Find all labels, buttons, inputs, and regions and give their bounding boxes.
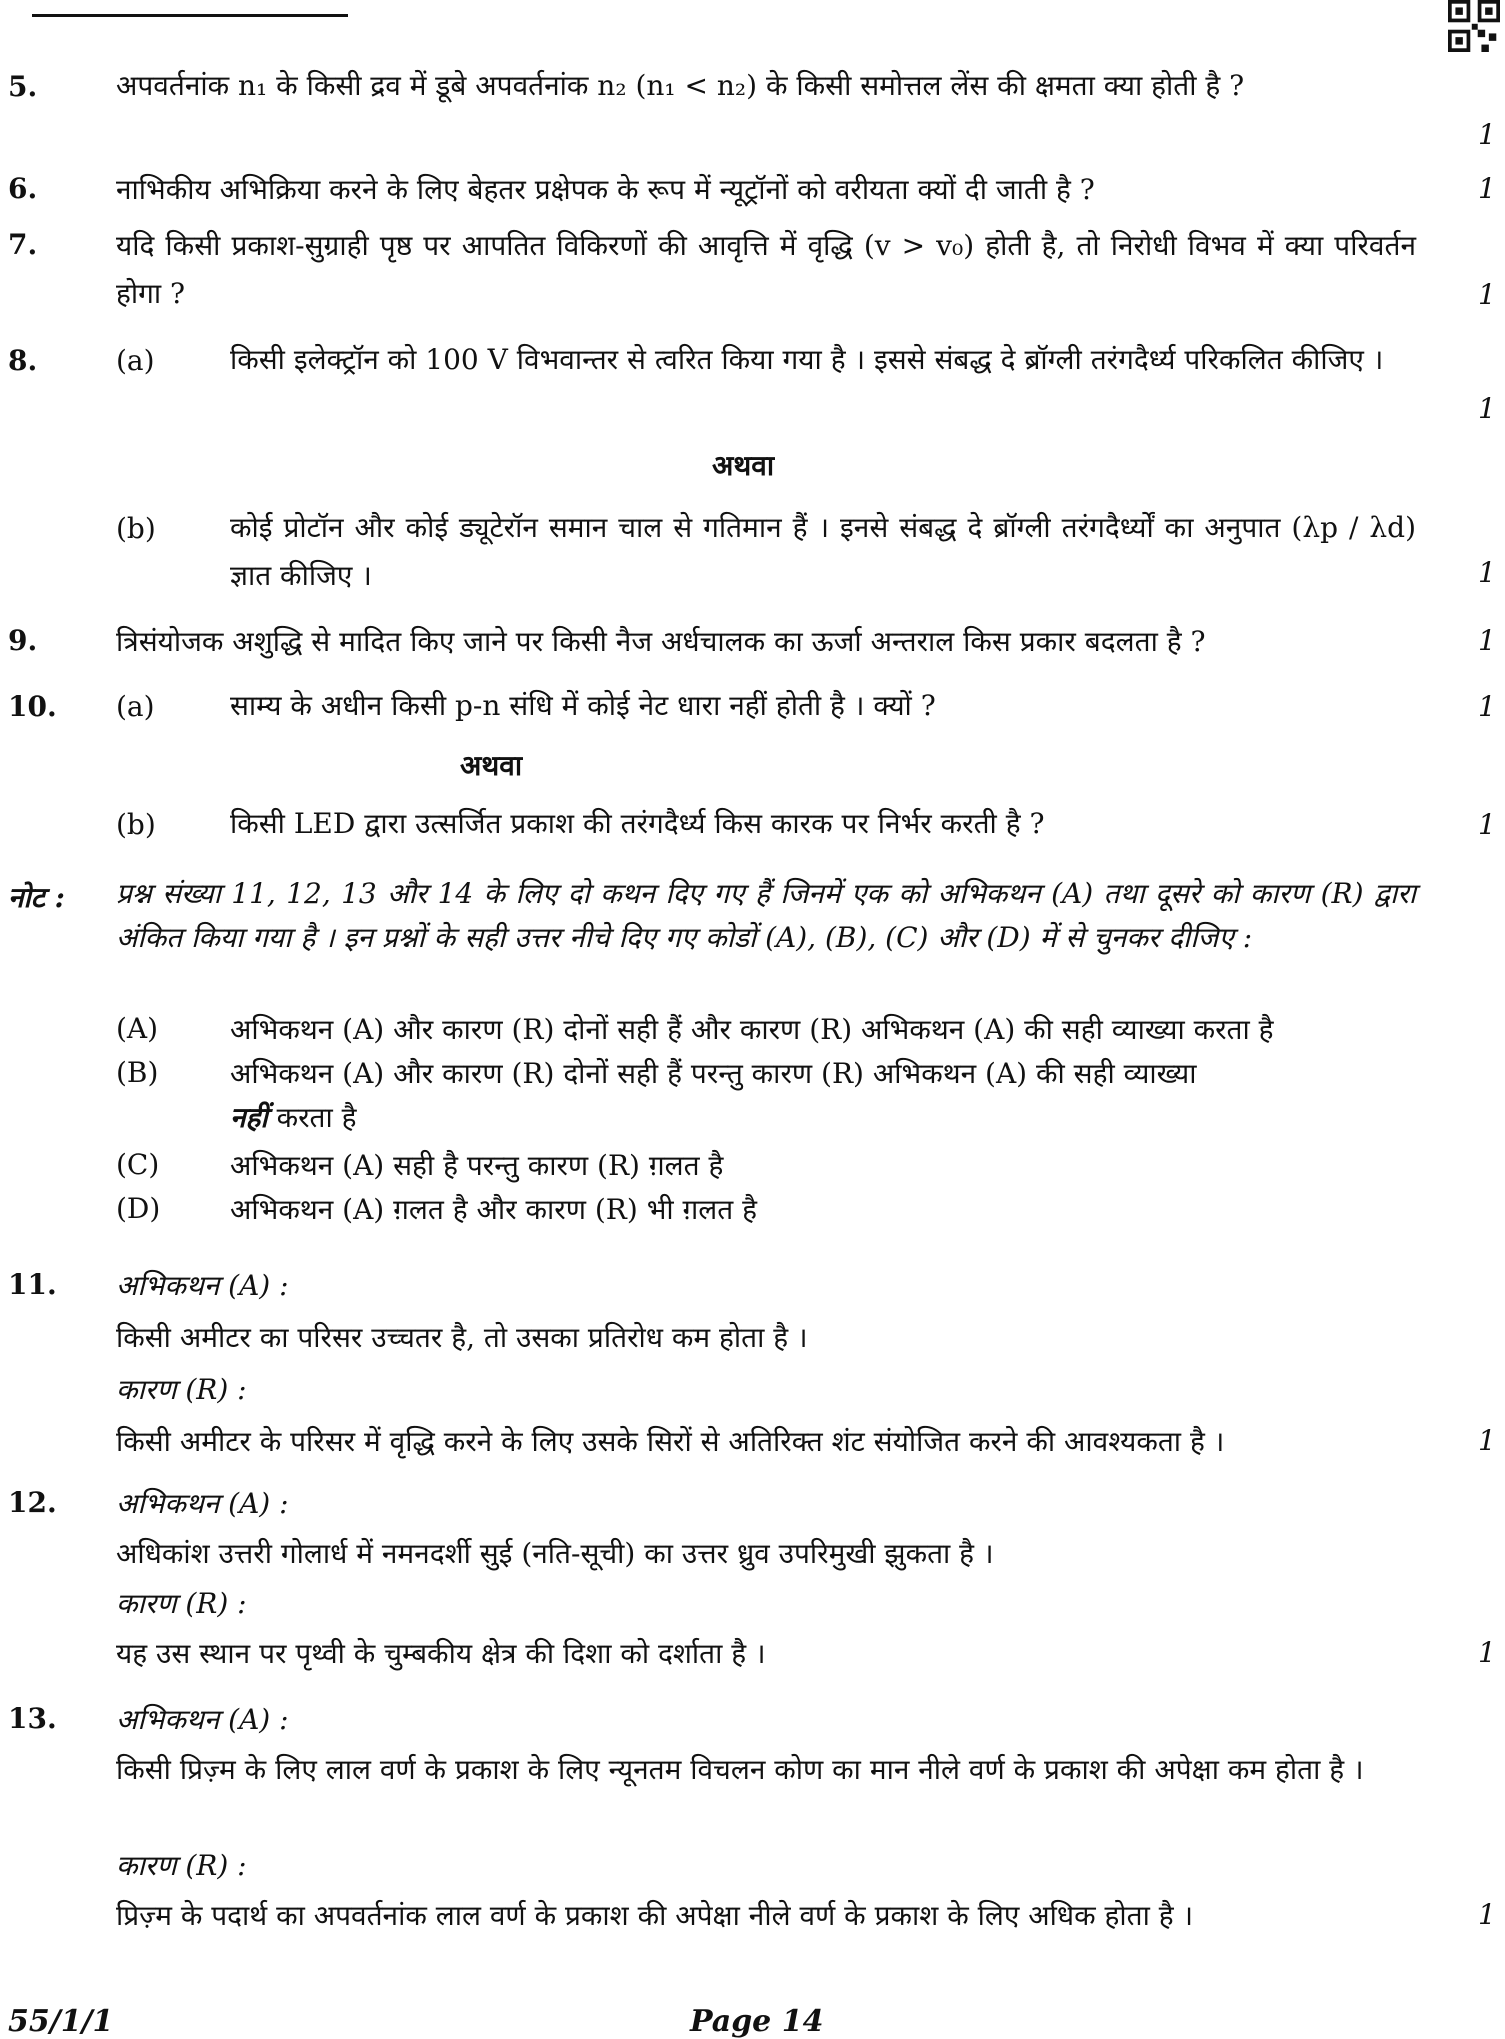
question-text: यदि किसी प्रकाश-सुग्राही पृष्ठ पर आपतित विकिरणों की आवृत्ति में वृद्धि (v > v₀) होती है, तो निरोधी विभव में क्या परिवर्तन होगा ? <box>116 229 1416 310</box>
question-mark: 1 <box>1478 278 1496 311</box>
reason-label: कारण (R) : <box>116 1587 247 1620</box>
qr-code-icon <box>1448 0 1500 52</box>
question-number: 8. <box>8 344 38 377</box>
option-text: अभिकथन (A) सही है परन्तु कारण (R) ग़लत है <box>230 1149 724 1182</box>
assertion-label: अभिकथन (A) : <box>116 1269 289 1302</box>
question-text: नाभिकीय अभिक्रिया करने के लिए बेहतर प्रक्षेपक के रूप में न्यूट्रॉनों को वरीयता क्यों दी जाती है ? <box>116 173 1095 206</box>
or-separator: अथवा <box>460 749 523 782</box>
option-emphasis: नहीं <box>230 1101 268 1134</box>
question-number: 11. <box>8 1268 57 1301</box>
sub-label: (a) <box>116 344 155 377</box>
question-number: 5. <box>8 70 38 103</box>
note-label: नोट : <box>8 881 65 914</box>
assertion-label: अभिकथन (A) : <box>116 1703 289 1736</box>
question-number: 9. <box>8 624 38 657</box>
question-text: किसी इलेक्ट्रॉन को 100 V विभवान्तर से त्वरित किया गया है । इससे संबद्ध दे ब्रॉग्ली तरंगदैर्ध्य परिकलित कीजिए । <box>230 343 1384 376</box>
question-number: 12. <box>8 1486 57 1519</box>
reason-text: किसी अमीटर के परिसर में वृद्धि करने के लिए उसके सिरों से अतिरिक्त शंट संयोजित करने की आवश्यकता है । <box>116 1425 1225 1458</box>
reason-text: यह उस स्थान पर पृथ्वी के चुम्बकीय क्षेत्र की दिशा को दर्शाता है । <box>116 1637 766 1670</box>
reason-label: कारण (R) : <box>116 1849 247 1882</box>
or-separator: अथवा <box>712 449 775 482</box>
question-text: साम्य के अधीन किसी p-n संधि में कोई नेट धारा नहीं होती है । क्यों ? <box>230 689 936 722</box>
option-label: (C) <box>116 1148 160 1181</box>
question-number: 6. <box>8 172 38 205</box>
sub-label: (a) <box>116 690 155 723</box>
assertion-text: किसी अमीटर का परिसर उच्चतर है, तो उसका प्रतिरोध कम होता है । <box>116 1321 808 1354</box>
option-text: अभिकथन (A) और कारण (R) दोनों सही हैं और कारण (R) अभिकथन (A) की सही व्याख्या करता है <box>230 1013 1274 1046</box>
sub-label: (b) <box>116 808 156 841</box>
question-mark: 1 <box>1478 690 1496 723</box>
question-text: त्रिसंयोजक अशुद्धि से मादित किए जाने पर किसी नैज अर्धचालक का ऊर्जा अन्तराल किस प्रकार बदलता है ? <box>116 625 1206 658</box>
question-mark: 1 <box>1478 118 1496 151</box>
question-mark: 1 <box>1478 808 1496 841</box>
reason-text: प्रिज़्म के पदार्थ का अपवर्तनांक लाल वर्ण के प्रकाश की अपेक्षा नीले वर्ण के प्रकाश के लिए अधिक होता है । <box>116 1899 1194 1932</box>
option-label: (B) <box>116 1056 159 1089</box>
top-rule <box>32 14 348 17</box>
reason-label: कारण (R) : <box>116 1373 247 1406</box>
question-number: 13. <box>8 1702 57 1735</box>
option-text-cont <box>230 1094 1416 1142</box>
assertion-label: अभिकथन (A) : <box>116 1487 289 1520</box>
sub-label: (b) <box>116 512 156 545</box>
paper-code: 55/1/1 <box>8 2004 114 2039</box>
question-mark: 1 <box>1478 392 1496 425</box>
note-text: प्रश्न संख्या 11, 12, 13 और 14 के लिए दो कथन दिए गए हैं जिनमें एक को अभिकथन (A) तथा दूसरे को कारण (R) द्वारा अंकित किया गया है । इन प्रश्नों के सही उत्तर नीचे दिए गए कोडों (A), (B), (C) और (D) में से चुनकर दीजिए : <box>116 877 1416 954</box>
option-label: (A) <box>116 1012 159 1045</box>
question-mark: 1 <box>1478 172 1496 205</box>
option-text: अभिकथन (A) ग़लत है और कारण (R) भी ग़लत है <box>230 1193 758 1226</box>
assertion-text: किसी प्रिज़्म के लिए लाल वर्ण के प्रकाश के लिए न्यूनतम विचलन कोण का मान नीले वर्ण के प्रकाश की अपेक्षा कम होता है । <box>116 1753 1364 1786</box>
question-number: 7. <box>8 228 38 261</box>
question-mark: 1 <box>1478 624 1496 657</box>
question-text: अपवर्तनांक n₁ के किसी द्रव में डूबे अपवर्तनांक n₂ (n₁ < n₂) के किसी समोत्तल लेंस की क्षमता क्या होती है ? <box>116 69 1245 102</box>
option-text-tail: करता है <box>267 1101 357 1134</box>
page-number: Page 14 <box>690 2004 824 2039</box>
question-mark: 1 <box>1478 556 1496 589</box>
assertion-text: अधिकांश उत्तरी गोलार्ध में नमनदर्शी सुई (नति-सूची) का उत्तर ध्रुव उपरिमुखी झुकता है । <box>116 1537 994 1570</box>
question-mark: 1 <box>1478 1636 1496 1669</box>
question-text: किसी LED द्वारा उत्सर्जित प्रकाश की तरंगदैर्ध्य किस कारक पर निर्भर करती है ? <box>230 807 1045 840</box>
question-text: कोई प्रोटॉन और कोई ड्यूटेरॉन समान चाल से गतिमान हैं । इनसे संबद्ध दे ब्रॉग्ली तरंगदैर्ध्यों का अनुपात (λp / λd) ज्ञात कीजिए । <box>230 511 1416 592</box>
option-label: (D) <box>116 1192 161 1225</box>
question-mark: 1 <box>1478 1898 1496 1931</box>
question-mark: 1 <box>1478 1424 1496 1457</box>
question-number: 10. <box>8 690 57 723</box>
option-text: अभिकथन (A) और कारण (R) दोनों सही हैं परन्तु कारण (R) अभिकथन (A) की सही व्याख्या <box>230 1057 1197 1090</box>
